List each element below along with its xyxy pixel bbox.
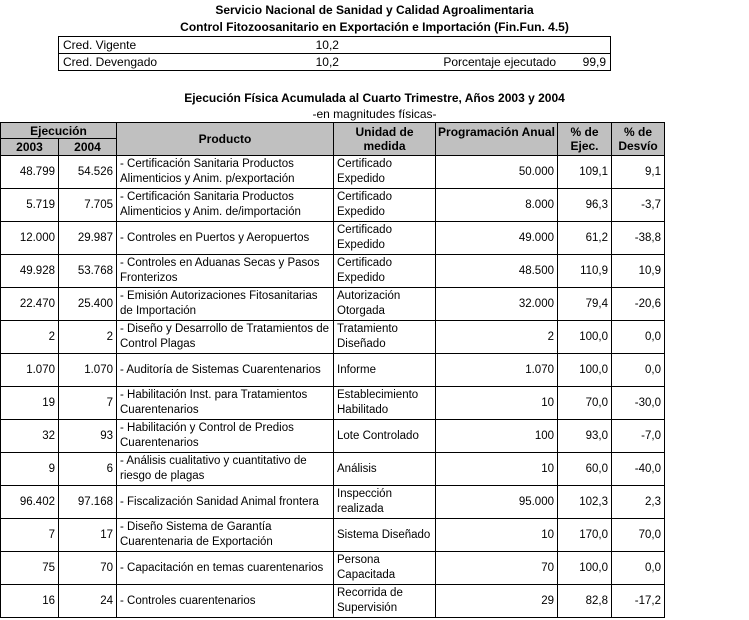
cell-pct-desvio: -40,0	[612, 453, 665, 486]
col-header-2004: 2004	[59, 139, 117, 156]
cell-unidad: Establecimiento Habilitado	[334, 387, 436, 420]
devengado-value: 10,2	[312, 54, 419, 71]
section-title: Ejecución Física Acumulada al Cuarto Trimestre, Años 2003 y 2004	[184, 91, 565, 105]
cell-unidad: Certificado Expedido	[334, 255, 436, 288]
table-row	[1, 519, 665, 552]
budget-row-devengado	[59, 54, 611, 71]
cell-producto: - Controles cuarentenarios	[117, 585, 334, 618]
table-row	[1, 321, 665, 354]
col-header-unidad: Unidad de medida	[334, 123, 436, 156]
cell-pct-ejec: 170,0	[558, 519, 612, 552]
cell-programacion: 10	[436, 387, 558, 420]
cell-programacion: 10	[436, 519, 558, 552]
cell-unidad: Persona Capacitada	[334, 552, 436, 585]
cell-2003: 96.402	[1, 486, 59, 519]
table-body	[1, 156, 665, 618]
cell-2003: 22.470	[1, 288, 59, 321]
cell-producto: - Análisis cualitativo y cuantitativo de riesgo de plagas	[117, 453, 334, 486]
cell-unidad: Lote Controlado	[334, 420, 436, 453]
cell-2003: 5.719	[1, 189, 59, 222]
cell-unidad: Tratamiento Diseñado	[334, 321, 436, 354]
cell-2003: 16	[1, 585, 59, 618]
cell-2004: 97.168	[59, 486, 117, 519]
cell-programacion: 50.000	[436, 156, 558, 189]
execution-table	[0, 122, 665, 618]
table-row	[1, 255, 665, 288]
cell-2003: 32	[1, 420, 59, 453]
cell-pct-desvio: -17,2	[612, 585, 665, 618]
cell-unidad: Certificado Expedido	[334, 222, 436, 255]
empty-cell	[419, 37, 560, 54]
cell-programacion: 1.070	[436, 354, 558, 387]
cell-producto: - Certificación Sanitaria Productos Alimenticios y Anim. de/importación	[117, 189, 334, 222]
cell-2004: 53.768	[59, 255, 117, 288]
cell-pct-ejec: 61,2	[558, 222, 612, 255]
cell-pct-desvio: -3,7	[612, 189, 665, 222]
cell-producto: - Habilitación y Control de Predios Cuarentenarios	[117, 420, 334, 453]
cell-2004: 1.070	[59, 354, 117, 387]
cell-unidad: Inspección realizada	[334, 486, 436, 519]
cell-unidad: Informe	[334, 354, 436, 387]
table-row	[1, 453, 665, 486]
cell-pct-desvio: 10,9	[612, 255, 665, 288]
table-row	[1, 420, 665, 453]
section-subtitle: -en magnitudes físicas-	[312, 107, 437, 121]
cell-2004: 70	[59, 552, 117, 585]
cell-pct-ejec: 79,4	[558, 288, 612, 321]
cell-producto: - Emisión Autorizaciones Fitosanitarias de Importación	[117, 288, 334, 321]
header-row-1	[1, 123, 665, 139]
table-row	[1, 288, 665, 321]
cell-pct-desvio: 70,0	[612, 519, 665, 552]
cell-2004: 17	[59, 519, 117, 552]
cell-unidad: Sistema Diseñado	[334, 519, 436, 552]
cell-programacion: 8.000	[436, 189, 558, 222]
cell-2004: 2	[59, 321, 117, 354]
cell-pct-desvio: 2,3	[612, 486, 665, 519]
cell-2003: 1.070	[1, 354, 59, 387]
porcentaje-value: 99,9	[560, 54, 610, 71]
cell-producto: - Diseño Sistema de Garantía Cuarentenaria de Exportación	[117, 519, 334, 552]
cell-programacion: 2	[436, 321, 558, 354]
devengado-label: Cred. Devengado	[59, 54, 312, 71]
budget-row-vigente	[59, 37, 611, 54]
cell-unidad: Certificado Expedido	[334, 156, 436, 189]
cell-2003: 9	[1, 453, 59, 486]
cell-pct-desvio: -30,0	[612, 387, 665, 420]
cell-unidad: Análisis	[334, 453, 436, 486]
cell-pct-ejec: 96,3	[558, 189, 612, 222]
cell-pct-ejec: 110,9	[558, 255, 612, 288]
col-header-producto: Producto	[117, 123, 334, 156]
cell-2003: 7	[1, 519, 59, 552]
budget-summary	[58, 36, 611, 71]
col-header-pct-ejec: % de Ejec.	[558, 123, 612, 156]
table-row	[1, 354, 665, 387]
cell-programacion: 29	[436, 585, 558, 618]
cell-2003: 75	[1, 552, 59, 585]
col-header-programacion: Programación Anual	[436, 123, 558, 156]
cell-programacion: 70	[436, 552, 558, 585]
cell-pct-desvio: -20,6	[612, 288, 665, 321]
cell-pct-desvio: 0,0	[612, 354, 665, 387]
cell-producto: - Certificación Sanitaria Productos Alimenticios y Anim. p/exportación	[117, 156, 334, 189]
cell-2003: 12.000	[1, 222, 59, 255]
cell-pct-ejec: 109,1	[558, 156, 612, 189]
cell-pct-ejec: 100,0	[558, 321, 612, 354]
table-row	[1, 189, 665, 222]
cell-2004: 24	[59, 585, 117, 618]
table-row	[1, 552, 665, 585]
cell-unidad: Certificado Expedido	[334, 189, 436, 222]
cell-pct-desvio: 9,1	[612, 156, 665, 189]
cell-2004: 7.705	[59, 189, 117, 222]
cell-programacion: 32.000	[436, 288, 558, 321]
empty-cell	[560, 37, 610, 54]
porcentaje-label: Porcentaje ejecutado	[419, 54, 560, 71]
cell-pct-ejec: 100,0	[558, 354, 612, 387]
cell-pct-desvio: -7,0	[612, 420, 665, 453]
cell-2004: 6	[59, 453, 117, 486]
vigente-label: Cred. Vigente	[59, 37, 312, 54]
col-header-pct-desvio: % de Desvío	[612, 123, 665, 156]
cell-pct-ejec: 60,0	[558, 453, 612, 486]
cell-2004: 93	[59, 420, 117, 453]
cell-programacion: 49.000	[436, 222, 558, 255]
cell-2004: 7	[59, 387, 117, 420]
cell-2004: 25.400	[59, 288, 117, 321]
cell-programacion: 48.500	[436, 255, 558, 288]
cell-producto: - Auditoría de Sistemas Cuarentenarios	[117, 354, 334, 387]
cell-producto: - Controles en Aduanas Secas y Pasos Fronterizos	[117, 255, 334, 288]
cell-producto: - Capacitación en temas cuarentenarios	[117, 552, 334, 585]
cell-2003: 2	[1, 321, 59, 354]
cell-2003: 49.928	[1, 255, 59, 288]
report-subtitle: Control Fitozoosanitario en Exportación e Importación (Fin.Fun. 4.5)	[180, 20, 569, 34]
col-header-2003: 2003	[1, 139, 59, 156]
table-row	[1, 486, 665, 519]
table-row	[1, 585, 665, 618]
cell-pct-ejec: 93,0	[558, 420, 612, 453]
table-row	[1, 387, 665, 420]
cell-pct-ejec: 82,8	[558, 585, 612, 618]
cell-2004: 54.526	[59, 156, 117, 189]
cell-producto: - Fiscalización Sanidad Animal frontera	[117, 486, 334, 519]
cell-pct-desvio: 0,0	[612, 321, 665, 354]
cell-pct-desvio: -38,8	[612, 222, 665, 255]
cell-producto: - Controles en Puertos y Aeropuertos	[117, 222, 334, 255]
cell-pct-desvio: 0,0	[612, 552, 665, 585]
cell-programacion: 100	[436, 420, 558, 453]
cell-programacion: 95.000	[436, 486, 558, 519]
cell-2003: 19	[1, 387, 59, 420]
table-row	[1, 156, 665, 189]
cell-programacion: 10	[436, 453, 558, 486]
col-header-ejecucion: Ejecución	[1, 123, 117, 139]
report-title: Servicio Nacional de Sanidad y Calidad Agroalimentaria	[215, 3, 534, 17]
cell-2003: 48.799	[1, 156, 59, 189]
table-row	[1, 222, 665, 255]
cell-producto: - Diseño y Desarrollo de Tratamientos de Control Plagas	[117, 321, 334, 354]
cell-pct-ejec: 70,0	[558, 387, 612, 420]
cell-unidad: Recorrida de Supervisión	[334, 585, 436, 618]
cell-producto: - Habilitación Inst. para Tratamientos Cuarentenarios	[117, 387, 334, 420]
cell-pct-ejec: 100,0	[558, 552, 612, 585]
cell-pct-ejec: 102,3	[558, 486, 612, 519]
cell-2004: 29.987	[59, 222, 117, 255]
vigente-value: 10,2	[312, 37, 419, 54]
cell-unidad: Autorización Otorgada	[334, 288, 436, 321]
